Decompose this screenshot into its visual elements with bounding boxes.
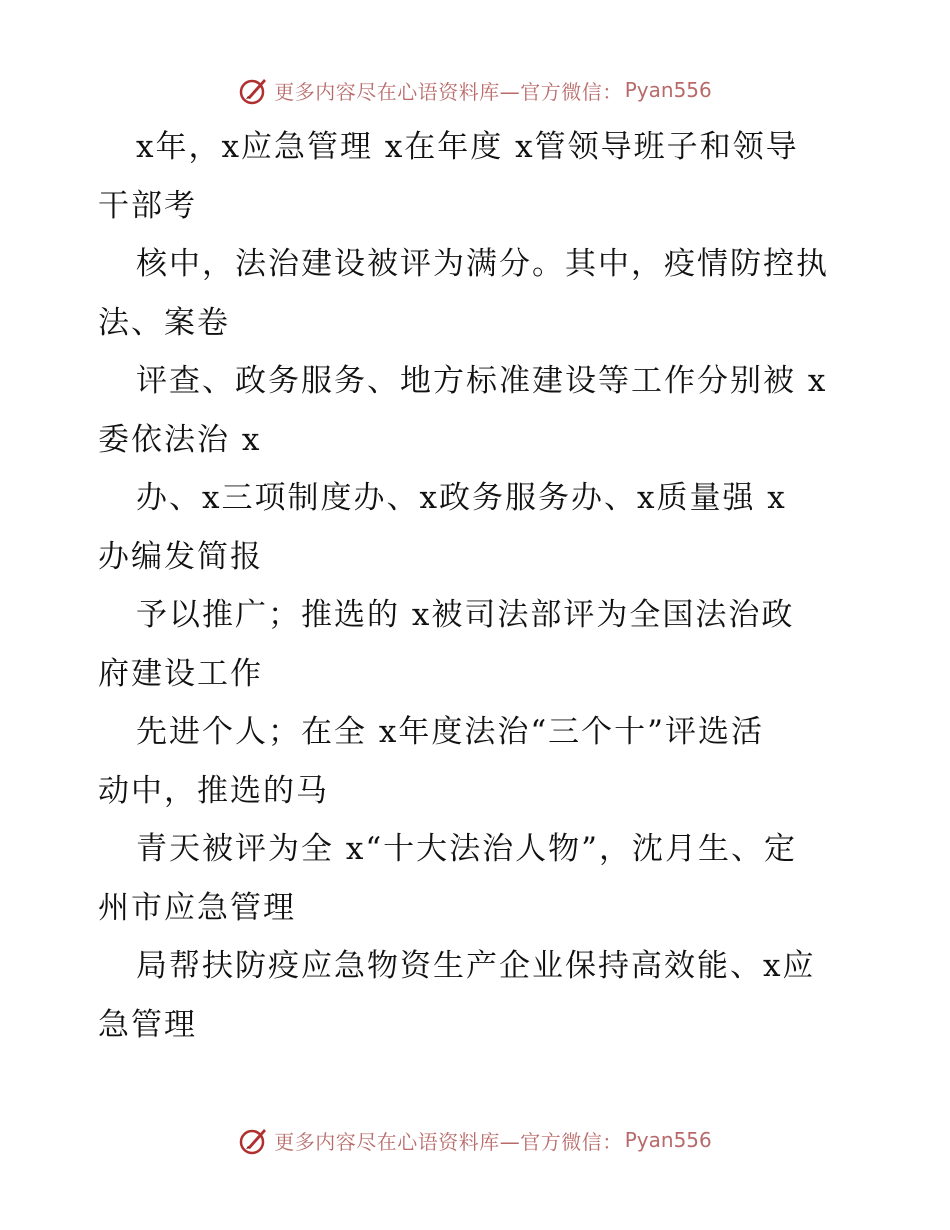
body-line: 州市应急管理 — [98, 889, 296, 926]
body-line: 青天被评为全 x“十大法治人物”，沈月生、定 — [136, 831, 798, 867]
quill-pen-icon — [238, 1124, 270, 1156]
body-line: 法、案卷 — [98, 304, 230, 341]
watermark-wechat-id: Pyan556 — [624, 78, 712, 102]
body-line: 办、x三项制度办、x政务服务办、x质量强 x — [136, 480, 787, 516]
body-line: 动中，推选的马 — [98, 772, 329, 809]
body-line: 急管理 — [98, 1006, 197, 1043]
body-line: 干部考 — [98, 187, 197, 224]
watermark-wechat-id: Pyan556 — [624, 1128, 712, 1152]
body-line: 局帮扶防疫应急物资生产企业保持高效能、x应 — [136, 948, 816, 984]
body-line: 予以推广；推选的 x被司法部评为全国法治政 — [136, 597, 795, 633]
body-line: 府建设工作 — [98, 655, 263, 692]
footer-watermark — [0, 1120, 950, 1160]
body-line: 委依法治 x — [98, 421, 262, 458]
header-watermark — [0, 70, 950, 110]
body-line: 办编发简报 — [98, 538, 263, 575]
body-line: x年，x应急管理 x在年度 x管领导班子和领导 — [136, 129, 799, 165]
body-line: 评查、政务服务、地方标准建设等工作分别被 x — [136, 363, 828, 399]
body-line: 先进个人；在全 x年度法治“三个十”评选活 — [136, 714, 765, 750]
document-body — [98, 118, 858, 1054]
watermark-text: 更多内容尽在心语资料库—官方微信： — [274, 79, 623, 104]
body-line: 核中，法治建设被评为满分。其中，疫情防控执 — [136, 246, 829, 282]
watermark-text: 更多内容尽在心语资料库—官方微信： — [274, 1129, 623, 1154]
quill-pen-icon — [238, 74, 270, 106]
